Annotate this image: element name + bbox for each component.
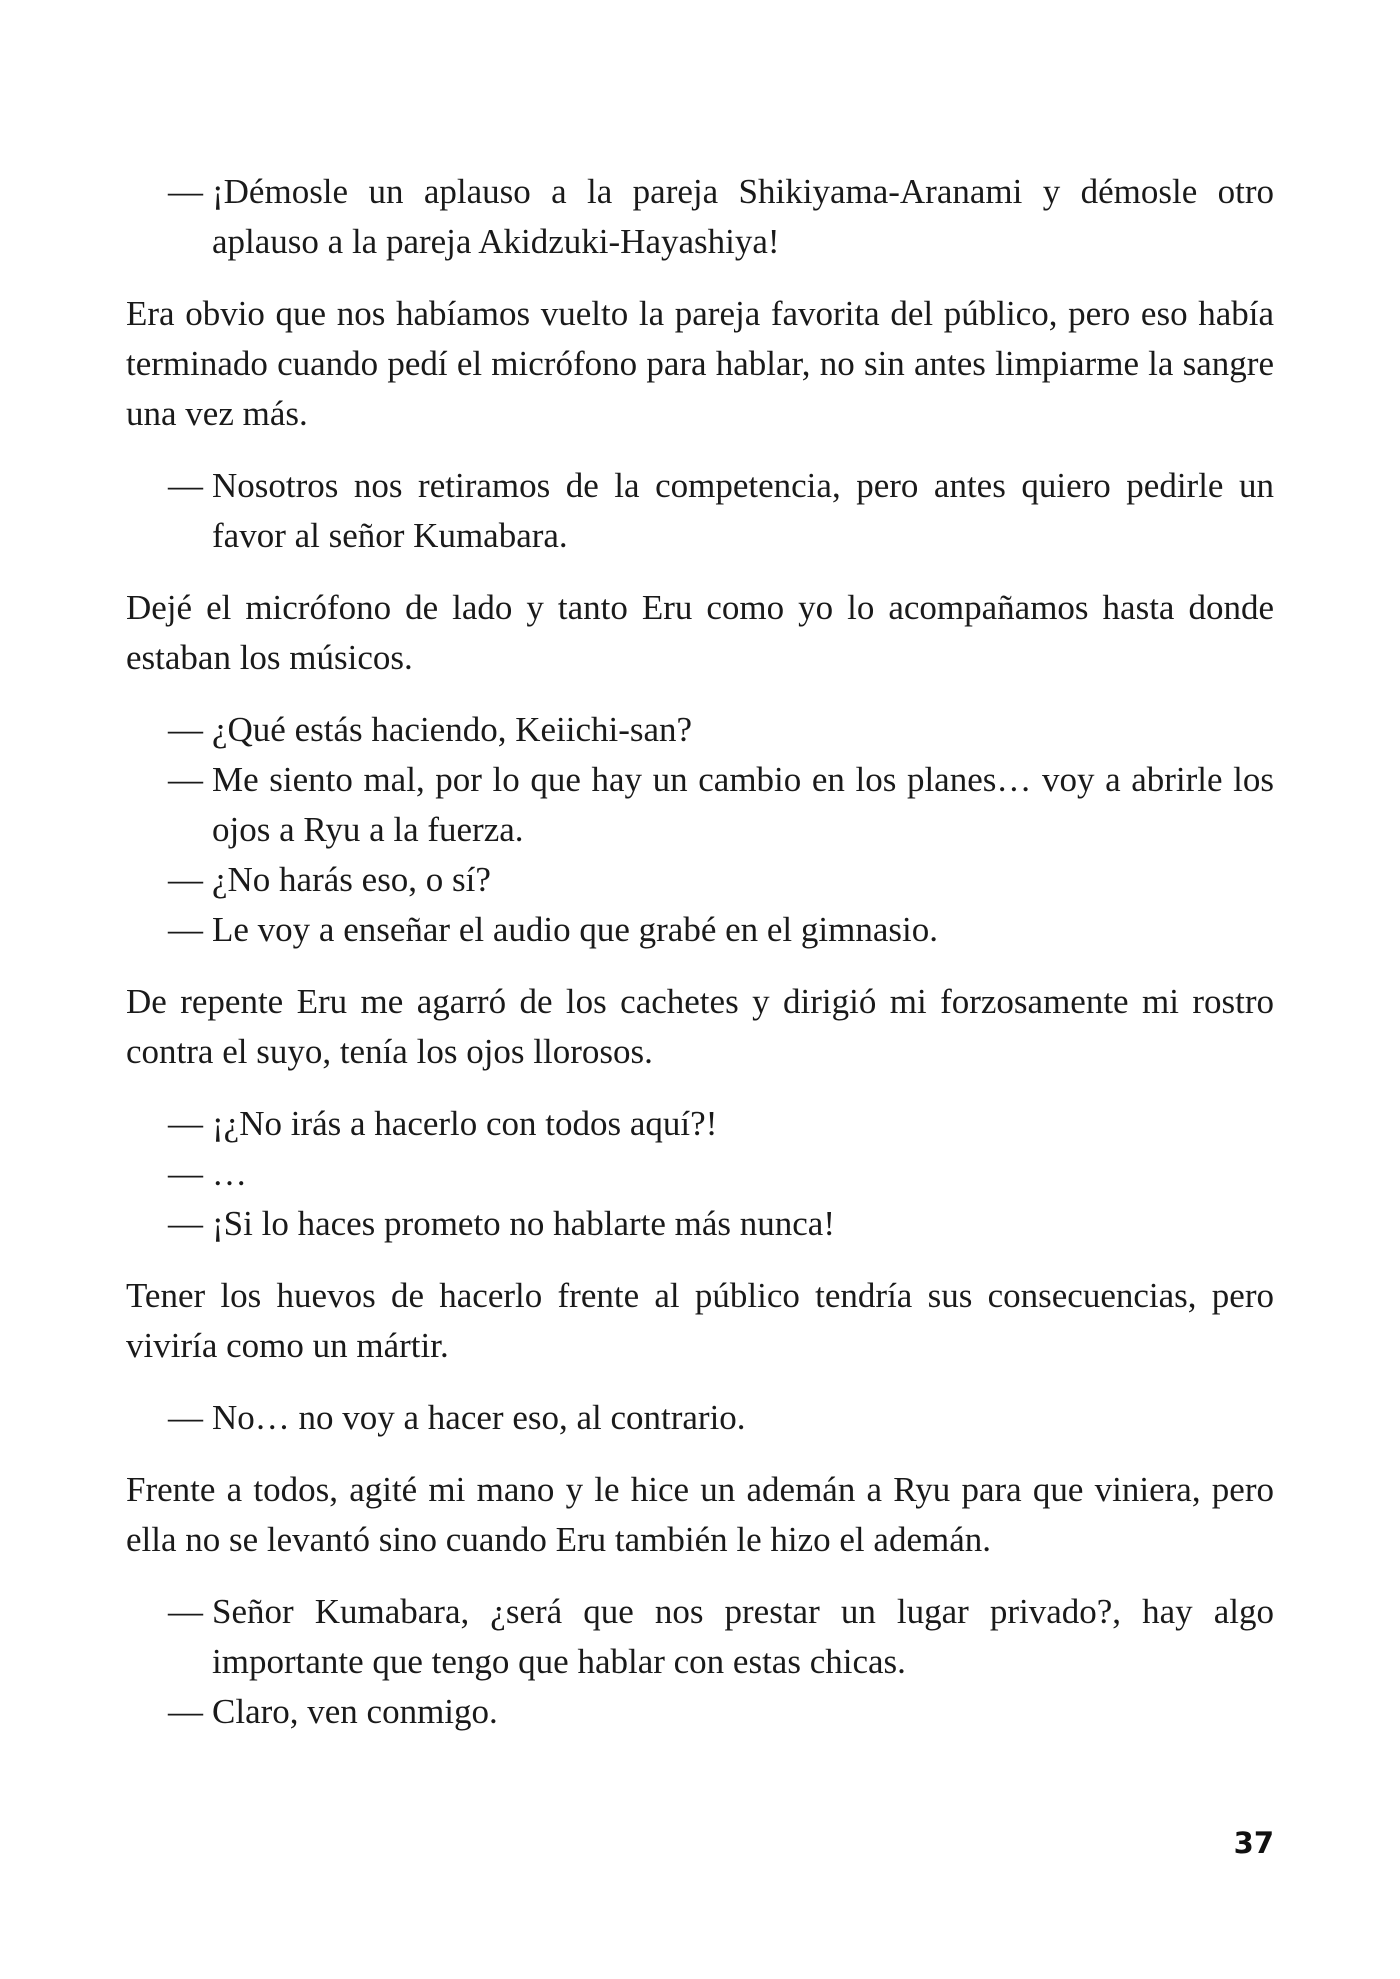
dialogue-text: ¿Qué estás haciendo, Keiichi-san? <box>212 710 693 749</box>
dialogue-line <box>126 1587 1274 1687</box>
dialogue-line <box>126 461 1274 561</box>
dialogue-group <box>126 1099 1274 1249</box>
dialogue-text: Le voy a enseñar el audio que grabé en el gimnasio. <box>212 910 938 949</box>
dialogue-dash: — <box>168 1692 203 1731</box>
dialogue-dash: — <box>168 1592 203 1631</box>
narration-paragraph: Tener los huevos de hacerlo frente al público tendría sus consecuencias, pero viviría como un mártir. <box>126 1276 1274 1365</box>
narration-paragraph: Era obvio que nos habíamos vuelto la pareja favorita del público, pero eso había terminado cuando pedí el micrófono para hablar, no sin antes limpiarme la sangre una vez más. <box>126 294 1274 433</box>
dialogue-dash: — <box>168 1154 203 1193</box>
dialogue-group <box>126 1587 1274 1737</box>
dialogue-dash: — <box>168 1398 203 1437</box>
dialogue-line <box>126 705 1274 755</box>
dialogue-dash: — <box>168 466 203 505</box>
dialogue-dash: — <box>168 760 203 799</box>
dialogue-text: ¡¿No irás a hacerlo con todos aquí?! <box>212 1104 718 1143</box>
dialogue-text: Me siento mal, por lo que hay un cambio en los planes… voy a abrirle los ojos a Ryu a la fuerza. <box>212 760 1274 849</box>
dialogue-text: ¡Si lo haces prometo no hablarte más nunca! <box>212 1204 835 1243</box>
dialogue-line <box>126 1687 1274 1737</box>
page-number: 37 <box>1233 1826 1274 1860</box>
dialogue-text: Señor Kumabara, ¿será que nos prestar un lugar privado?, hay algo importante que tengo que hablar con estas chicas. <box>212 1592 1274 1681</box>
dialogue-line <box>126 755 1274 855</box>
page-body <box>126 167 1274 1759</box>
dialogue-line <box>126 1199 1274 1249</box>
narration-paragraph: Frente a todos, agité mi mano y le hice un ademán a Ryu para que viniera, pero ella no se levantó sino cuando Eru también le hizo el ademán. <box>126 1470 1274 1559</box>
dialogue-dash: — <box>168 1104 203 1143</box>
dialogue-text: ¡Démosle un aplauso a la pareja Shikiyama-Aranami y démosle otro aplauso a la pareja Akidzuki-Hayashiya! <box>212 172 1274 261</box>
dialogue-group <box>126 1393 1274 1443</box>
narration-paragraph: De repente Eru me agarró de los cachetes y dirigió mi forzosamente mi rostro contra el suyo, tenía los ojos llorosos. <box>126 982 1274 1071</box>
dialogue-text: No… no voy a hacer eso, al contrario. <box>212 1398 746 1437</box>
dialogue-line <box>126 905 1274 955</box>
dialogue-dash: — <box>168 172 203 211</box>
dialogue-dash: — <box>168 910 203 949</box>
dialogue-group <box>126 461 1274 561</box>
dialogue-group <box>126 167 1274 267</box>
dialogue-text: ¿No harás eso, o sí? <box>212 860 491 899</box>
dialogue-line <box>126 1099 1274 1149</box>
dialogue-dash: — <box>168 710 203 749</box>
dialogue-line <box>126 1393 1274 1443</box>
dialogue-line <box>126 167 1274 267</box>
dialogue-line <box>126 855 1274 905</box>
dialogue-text: … <box>212 1154 247 1193</box>
dialogue-line <box>126 1149 1274 1199</box>
dialogue-dash: — <box>168 1204 203 1243</box>
dialogue-text: Nosotros nos retiramos de la competencia, pero antes quiero pedirle un favor al señor Kumabara. <box>212 466 1274 555</box>
dialogue-text: Claro, ven conmigo. <box>212 1692 498 1731</box>
dialogue-group <box>126 705 1274 955</box>
dialogue-dash: — <box>168 860 203 899</box>
narration-paragraph: Dejé el micrófono de lado y tanto Eru como yo lo acompañamos hasta donde estaban los músicos. <box>126 588 1274 677</box>
